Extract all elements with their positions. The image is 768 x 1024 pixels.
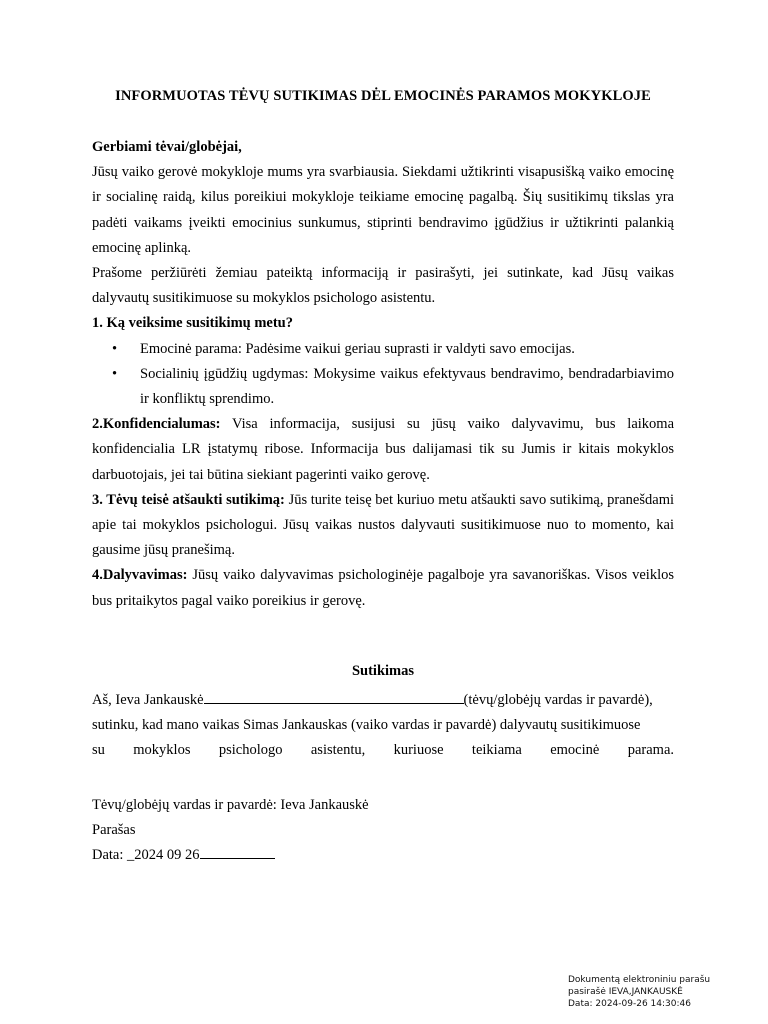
consent-line-3: su mokyklos psichologo asistentu, kuriuose teikiama emocinė parama. (92, 742, 674, 759)
esign-line-3: Data: 2024-09-26 14:30:46 (568, 999, 691, 1009)
section-2 (92, 412, 674, 488)
consent-prefix: Aš, Ieva Jankauskė (92, 692, 204, 708)
consent-title: Sutikimas (351, 663, 415, 679)
list-item (92, 362, 674, 412)
section-2-heading: 2.Konfidencialumas: (92, 416, 221, 433)
signature-section (92, 793, 674, 869)
consent-suffix: (tėvų/globėjų vardas ir pavardė), (463, 692, 653, 708)
section-1-list (92, 337, 674, 413)
section-1-heading: 1. Ką veiksime susitikimų metu? (92, 315, 293, 332)
consent-line-1 (92, 688, 674, 713)
consent-block (92, 688, 674, 764)
date-line (92, 843, 674, 868)
esign-line-1: Dokumentą elektroniniu parašu (568, 975, 711, 985)
date-label: Data: _2024 09 26 (92, 847, 200, 864)
section-2-text: Visa informacija, susijusi su jūsų vaiko dalyvavimu, bus laikoma konfidencialia LR įstatymų ribose. Informacija bus dalijamasi tik su Jumis ir kitais mokyklos darbuotojais, jei tai būtina siekiant pagerinti vaiko gerovę. (92, 416, 674, 483)
section-3-heading: 3. Tėvų teisė atšaukti sutikimą: (92, 491, 285, 508)
greeting: Gerbiami tėvai/globėjai, (92, 139, 242, 155)
intro-paragraph-1: Jūsų vaiko gerovė mokykloje mums yra svarbiausia. Siekdami užtikrinti visapusišką vaiko emocinę ir socialinę raidą, kilus poreikiui mokykloje teikiame emocinę pagalbą. Šių susitikimų tikslas yra padėti vaikams įveikti emocinius sunkumus, stiprinti bendravimo įgūdžius ir užtikrinti palankią emocinę aplinką. (92, 164, 674, 256)
list-item-text: Socialinių įgūdžių ugdymas: Mokysime vaikus efektyvaus bendravimo, bendradarbiavimo ir konfliktų sprendimo. (140, 365, 674, 408)
signature-label: Parašas (92, 822, 136, 839)
document-title: INFORMUOTAS TĖVŲ SUTIKIMAS DĖL EMOCINĖS PARAMOS MOKYKLOJE (115, 88, 651, 104)
intro-paragraph-2: Prašome peržiūrėti žemiau pateiktą informaciją ir pasirašyti, jei sutinkate, kad Jūsų vaikas dalyvautų susitikimuose su mokyklos psichologo asistentu. (92, 265, 674, 307)
section-4-text: Jūsų vaiko dalyvavimas psichologinėje pagalboje yra savanoriškas. Visos veiklos bus pritaikytos pagal vaiko poreikius ir gerovę. (92, 567, 674, 609)
esign-line-2: pasirašė IEVA,JANKAUSKĖ (568, 987, 683, 997)
section-4-heading: 4.Dalyvavimas: (92, 567, 188, 584)
list-item-text: Emocinė parama: Padėsime vaikui geriau suprasti ir valdyti savo emocijas. (140, 340, 575, 357)
date-underline (200, 844, 275, 859)
consent-line-2: sutinku, kad mano vaikas Simas Jankauskas (vaiko vardas ir pavardė) dalyvautų susitikimuose (92, 717, 641, 734)
section-3-text: Jūs turite teisę bet kuriuo metu atšaukti savo sutikimą, pranešdami apie tai mokyklos psichologui. Jūsų vaikas nustos dalyvauti susitikimuose nuo to momento, kai gausime jūsų pranešimą. (92, 491, 674, 559)
list-item (92, 337, 674, 362)
section-3 (92, 488, 674, 564)
bullet-icon: • (112, 340, 118, 357)
electronic-signature-stamp (568, 974, 758, 1010)
name-underline (204, 689, 464, 704)
section-4 (92, 563, 674, 613)
document-body (92, 135, 674, 614)
bullet-icon: • (112, 365, 118, 382)
parent-name-line: Tėvų/globėjų vardas ir pavardė: Ieva Jankauskė (92, 797, 369, 813)
